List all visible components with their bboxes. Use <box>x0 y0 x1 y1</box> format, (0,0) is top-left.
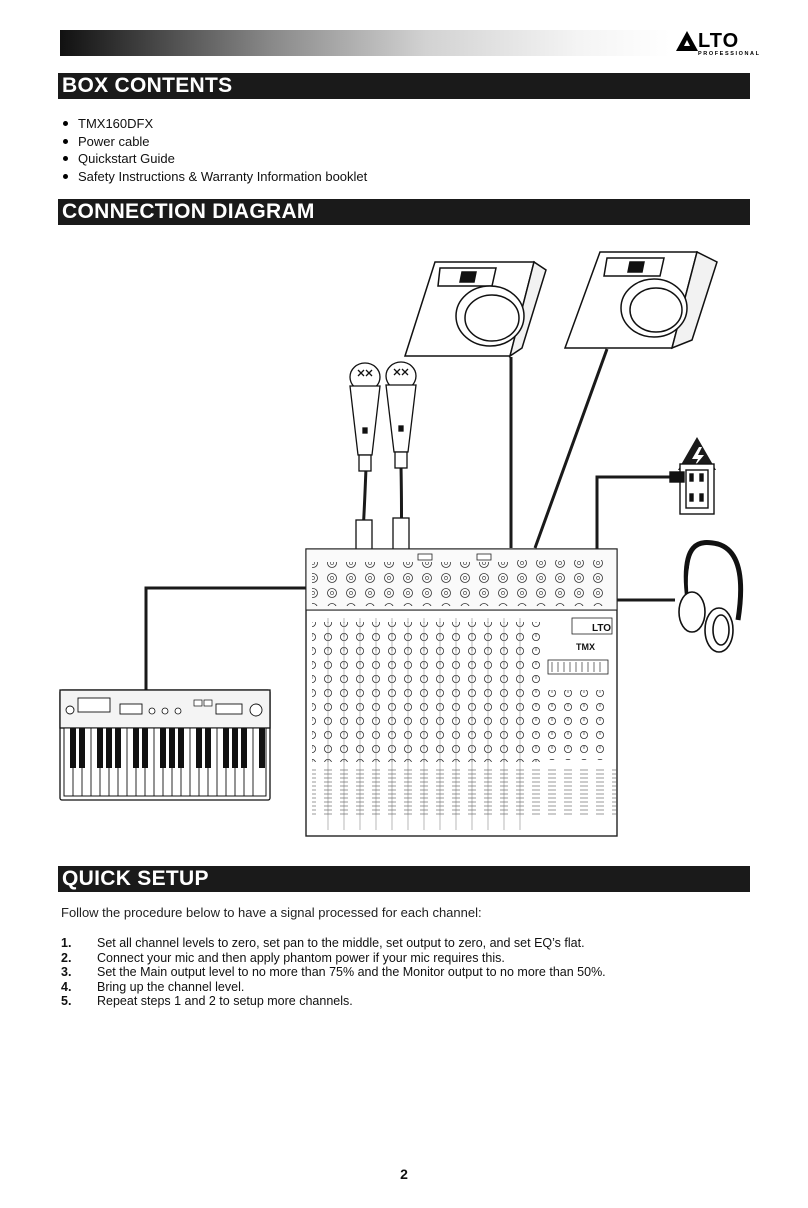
microphone-1 <box>350 363 380 560</box>
step-number: 1. <box>61 936 72 950</box>
step-text: Bring up the channel level. <box>97 979 245 994</box>
list-item: TMX160DFX <box>62 115 367 133</box>
mixer-model-label: TMX <box>576 642 595 652</box>
list-item <box>61 980 606 995</box>
list-item <box>61 936 606 951</box>
microphone-2 <box>386 362 416 558</box>
left-speaker <box>405 262 546 356</box>
quick-setup-steps <box>61 936 606 1009</box>
list-item: Quickstart Guide <box>62 150 367 168</box>
connection-diagram <box>58 244 750 844</box>
list-item: Safety Instructions & Warranty Information booklet <box>62 168 367 186</box>
quick-setup-heading: QUICK SETUP <box>58 866 750 892</box>
step-number: 2. <box>61 950 72 965</box>
list-item <box>61 965 606 980</box>
quick-setup-intro: Follow the procedure below to have a signal processed for each channel: <box>61 905 482 920</box>
step-text: Set the Main output level to no more than 75% and the Monitor output to no more than 50%. <box>97 965 606 980</box>
logo-text: LTO <box>698 30 740 52</box>
list-item: Power cable <box>62 133 367 151</box>
alto-logo <box>676 30 761 58</box>
list-item <box>61 951 606 966</box>
headphones <box>679 543 741 652</box>
box-contents-list <box>62 115 367 185</box>
keyboard <box>60 690 270 800</box>
list-item <box>61 994 606 1009</box>
box-contents-heading: BOX CONTENTS <box>58 73 750 99</box>
step-number: 3. <box>61 965 72 980</box>
right-speaker <box>565 252 717 348</box>
step-text: Connect your mic and then apply phantom power if your mic requires this. <box>97 950 505 965</box>
step-number: 5. <box>61 994 72 1009</box>
connection-diagram-heading: CONNECTION DIAGRAM <box>58 199 750 225</box>
mixer <box>306 549 617 836</box>
step-text: Set all channel levels to zero, set pan to the middle, set output to zero, and set EQ’s flat. <box>97 936 585 950</box>
header-gradient-bar <box>60 30 670 56</box>
power-cable <box>597 477 682 550</box>
mixer-logo: LTO <box>592 623 612 634</box>
logo-subtext: PROFESSIONAL <box>698 51 761 57</box>
power-outlet <box>670 464 714 514</box>
step-number: 4. <box>61 979 72 994</box>
logo-a-triangle-icon <box>676 31 698 51</box>
page-number: 2 <box>400 1166 408 1182</box>
step-text: Repeat steps 1 and 2 to setup more channels. <box>97 994 353 1009</box>
